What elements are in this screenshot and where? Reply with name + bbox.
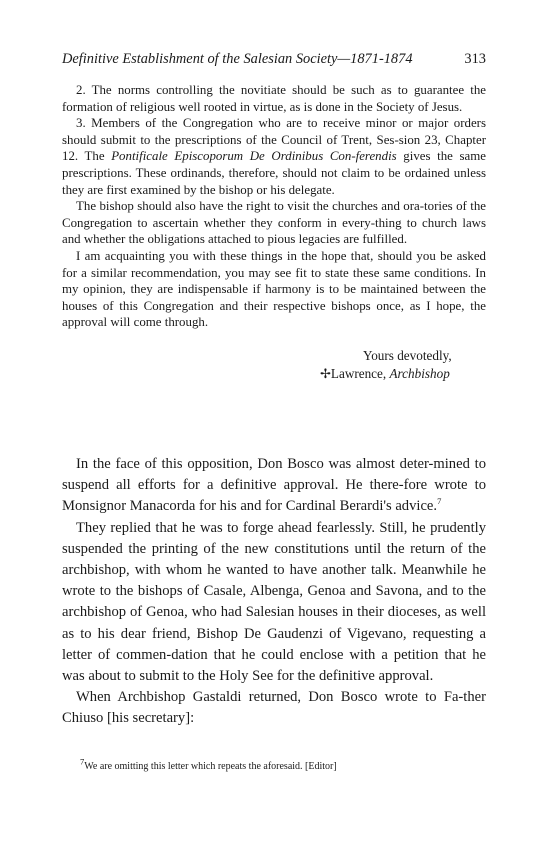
- letter-paragraph-2-text-a: 3. Members of the Congregation who are to receive minor or major orders should submit to the prescriptions of the Council of Trent, Ses-sion 23, Chapter 12. The: [62, 116, 486, 164]
- main-paragraph-3: When Archbishop Gastaldi returned, Don Bosco wrote to Fa-ther Chiuso [his secretary]:: [62, 689, 486, 727]
- complimentary-close: Yours devotedly,: [363, 348, 452, 363]
- letter-paragraph-4: I am acquainting you with these things in the hope that, should you be asked for a similar recommendation, you may see fit to state these same conditions. In my opinion, they are indispensable if harmony is to be maintained between the houses of this Congregation and their respective bishops once, as I hope, the approval will come through.: [62, 248, 486, 330]
- signature-name: Lawrence,: [330, 365, 390, 381]
- cross-icon: ✢: [320, 365, 331, 381]
- footnote: [80, 756, 490, 773]
- running-header: [62, 50, 486, 68]
- letter-paragraph-3: The bishop should also have the right to visit the churches and ora-tories of the Congregation to ascertain whether they conform in every-thing to church laws and whether the obligations attached to pious legacies are fulfilled.: [62, 199, 486, 247]
- signature: [62, 365, 486, 383]
- running-title: Definitive Establishment of the Salesian Society—1871-1874: [62, 51, 413, 67]
- letter-paragraph-2-text-b: gives the same prescriptions. These ordinands, therefore, should not claim to be ordained unless they are first examined by the bishop or his delegate.: [62, 149, 486, 197]
- letter-paragraph-2: [62, 115, 486, 198]
- footnote-reference: 7: [437, 496, 442, 507]
- quoted-letter: [62, 82, 486, 331]
- letter-closing: [62, 347, 486, 382]
- footnote-marker: 7: [80, 756, 85, 767]
- main-paragraph-1: [62, 454, 486, 518]
- main-text: [62, 454, 486, 730]
- letter-paragraph-1: 2. The norms controlling the novitiate should be such as to guarantee the formation of religious well rooted in virtue, as is done in the Society of Jesus.: [62, 83, 486, 114]
- pontificale-title: Pontificale Episcoporum De Ordinibus Con-ferendis: [111, 149, 397, 164]
- footnote-text: We are omitting this letter which repeats the aforesaid. [Editor]: [84, 761, 337, 772]
- page-number: 313: [464, 51, 486, 67]
- main-paragraph-2: They replied that he was to forge ahead fearlessly. Still, he prudently suspended the printing of the new constitutions until the return of the archbishop, with whom he wanted to have another talk. Meanwhile he wrote to the bishops of Casale, Albenga, Genoa and Savona, and to the archbishop of Genoa, who had Salesian houses in their dioceses, as well as to his dear friend, Bishop De Gaudenzi of Vigevano, requesting a letter of commen-dation that he could enclose with a petition that he was about to submit to the Holy See for the definitive approval.: [62, 519, 486, 685]
- main-paragraph-1-text: In the face of this opposition, Don Bosco was almost deter-mined to suspend all efforts for a definitive approval. He there-fore wrote to Monsignor Manacorda for his and for Cardinal Berardi's advice.: [62, 456, 486, 515]
- signature-title: Archbishop: [389, 365, 450, 381]
